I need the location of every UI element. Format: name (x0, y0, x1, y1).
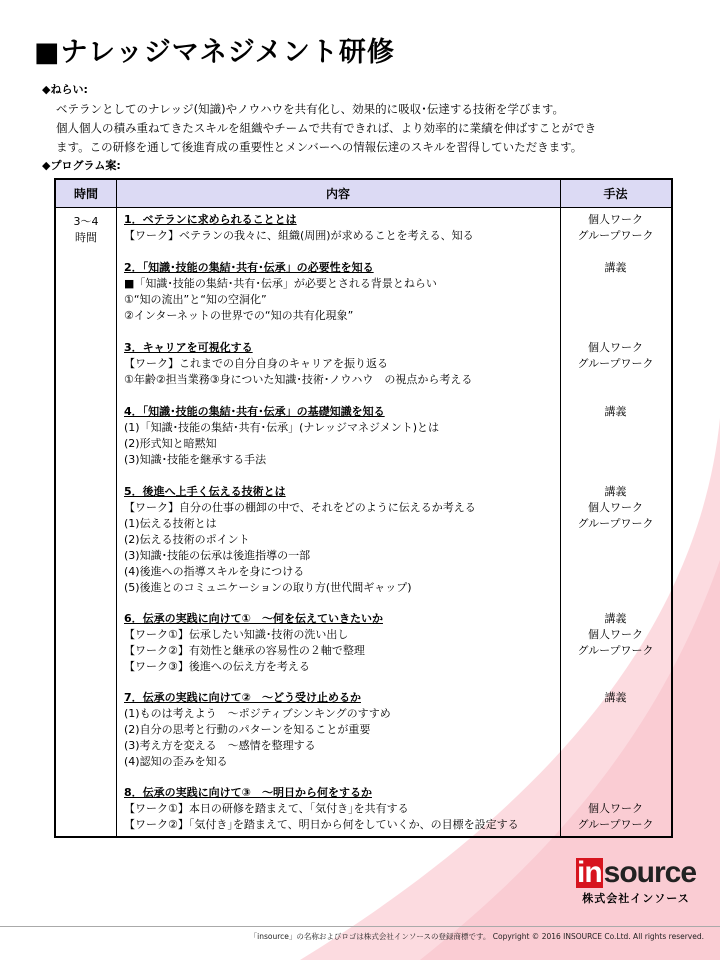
section-line: (5)後進とのコミュニケーションの取り方(世代間ギャップ) (124, 581, 412, 594)
method-cell-3 (560, 340, 671, 372)
section-line: (3)知識･技能を継承する手法 (124, 453, 267, 466)
method-cell-7 (560, 690, 671, 706)
section-title: 1．ベテランに求められることとは (124, 213, 297, 226)
method-cell-4 (560, 404, 671, 420)
section-title: 2．「知識･技能の集結･共有･伝承」の必要性を知る (124, 261, 374, 274)
table-header (56, 180, 671, 208)
section-title: 3．キャリアを可視化する (124, 341, 253, 354)
insource-logo (576, 858, 696, 906)
method-item: 講義 (604, 691, 627, 704)
column-divider (116, 180, 117, 836)
section-line: ①“知の流出”と“知の空洞化” (124, 293, 267, 306)
header-time: 時間 (73, 187, 98, 201)
method-item: グループワーク (577, 644, 654, 657)
section-line: 【ワーク】これまでの自分自身のキャリアを振り返る (124, 357, 388, 370)
program-section-3 (124, 340, 558, 388)
header-content: 内容 (325, 187, 350, 201)
program-section-5 (124, 484, 558, 596)
logo-source: source (603, 856, 697, 889)
section-line: 【ワーク①】本日の研修を踏まえて、｢気付き｣を共有する (124, 802, 409, 815)
section-line: 【ワーク①】伝承したい知識･技術の洗い出し (124, 628, 349, 641)
company-name: 株式会社インソース (582, 892, 690, 905)
method-item: 個人ワーク (588, 213, 643, 226)
section-line: (3)知識･技能の伝承は後進指導の一部 (124, 549, 311, 562)
header-method: 手法 (603, 187, 628, 201)
section-line: (1)伝える技術とは (124, 517, 217, 530)
copyright-footer: 「insource」の名称およびロゴは株式会社インソースの登録商標です。 Copyright © 2016 INSOURCE Co.Ltd. All rights reserved. (249, 932, 704, 941)
section-line: (1)ものは考えよう ～ポジティブシンキングのすすめ (124, 707, 391, 720)
method-item: 講義 (604, 261, 627, 274)
method-item: 講義 (604, 612, 627, 625)
program-section-1 (124, 212, 558, 244)
program-section-8 (124, 785, 558, 833)
method-item: 講義 (604, 405, 627, 418)
method-item: グループワーク (577, 818, 654, 831)
method-item: グループワーク (577, 517, 654, 530)
section-line: (3)考え方を変える ～感情を整理する (124, 739, 316, 752)
method-item (560, 785, 671, 801)
section-line: 【ワーク③】後進への伝え方を考える (124, 660, 310, 673)
method-cell-2 (560, 260, 671, 276)
time-value: 3～4 (73, 215, 99, 228)
page-title: ■ナレッジマネジメント研修 (34, 37, 395, 68)
method-cell-1 (560, 212, 671, 244)
section-line: 【ワーク②】｢気付き｣を踏まえて、明日から何をしていくか、の目標を設定する (124, 818, 519, 831)
section-title: 5．後進へ上手く伝える技術とは (124, 485, 286, 498)
logo-in: in (577, 856, 602, 889)
program-section-2 (124, 260, 558, 324)
program-section-7 (124, 690, 558, 770)
section-line: (2)伝える技術のポイント (124, 533, 250, 546)
method-item: グループワーク (577, 357, 654, 370)
method-item: グループワーク (577, 229, 654, 242)
aim-heading: ◆ねらい: (42, 83, 88, 96)
program-section-4 (124, 404, 558, 468)
section-title: 4．「知識･技能の集結･共有･伝承」の基礎知識を知る (124, 405, 385, 418)
section-line: 【ワーク】自分の仕事の棚卸の中で、それをどのように伝えるか考える (124, 501, 476, 514)
section-line: (4)後進への指導スキルを身につける (124, 565, 305, 578)
method-item: 個人ワーク (588, 501, 643, 514)
time-unit: 時間 (75, 231, 97, 244)
section-line: (1)「知識･技能の集結･共有･伝承」(ナレッジマネジメント)とは (124, 421, 440, 434)
method-item: 個人ワーク (588, 628, 643, 641)
program-section-6 (124, 611, 558, 675)
program-heading: ◆プログラム案: (42, 159, 121, 172)
section-title: 8．伝承の実践に向けて③ ～明日から何をするか (124, 786, 372, 799)
section-line: ①年齢②担当業務③身についた知識･技術･ノウハウ の視点から考える (124, 373, 473, 386)
section-title: 6．伝承の実践に向けて① ～何を伝えていきたいか (124, 612, 383, 625)
aim-line: ベテランとしてのナレッジ(知識)やノウハウを共有化し、効果的に吸収･伝達する技術を学びます。 (56, 102, 564, 116)
program-table (54, 178, 673, 838)
logo-mark (576, 858, 696, 888)
section-line: (2)形式知と暗黙知 (124, 437, 217, 450)
section-line: 【ワーク】ベテランの我々に、組織(周囲)が求めることを考える、知る (124, 229, 474, 242)
aim-text (56, 100, 666, 157)
section-line: 【ワーク②】有効性と継承の容易性の２軸で整理 (124, 644, 365, 657)
method-item: 個人ワーク (588, 802, 643, 815)
aim-line: ます。この研修を通して後進育成の重要性とメンバーへの情報伝達のスキルを習得していただきます。 (56, 140, 583, 154)
method-item: 講義 (604, 485, 627, 498)
method-cell-6 (560, 611, 671, 659)
section-line: ■「知識･技能の集結･共有･伝承」が必要とされる背景とねらい (124, 277, 437, 290)
section-title: 7．伝承の実践に向けて② ～どう受け止めるか (124, 691, 361, 704)
method-cell-5 (560, 484, 671, 532)
aim-line: 個人個人の積み重ねてきたスキルを組織やチームで共有できれば、より効率的に業績を伸ばすことができ (56, 121, 597, 135)
section-line: ②インターネットの世界での“知の共有化現象” (124, 309, 354, 322)
method-item: 個人ワーク (588, 341, 643, 354)
section-line: (4)認知の歪みを知る (124, 755, 228, 768)
method-cell-8 (560, 785, 671, 833)
footer-divider (0, 926, 720, 927)
section-line: (2)自分の思考と行動のパターンを知ることが重要 (124, 723, 371, 736)
time-cell (56, 214, 116, 246)
